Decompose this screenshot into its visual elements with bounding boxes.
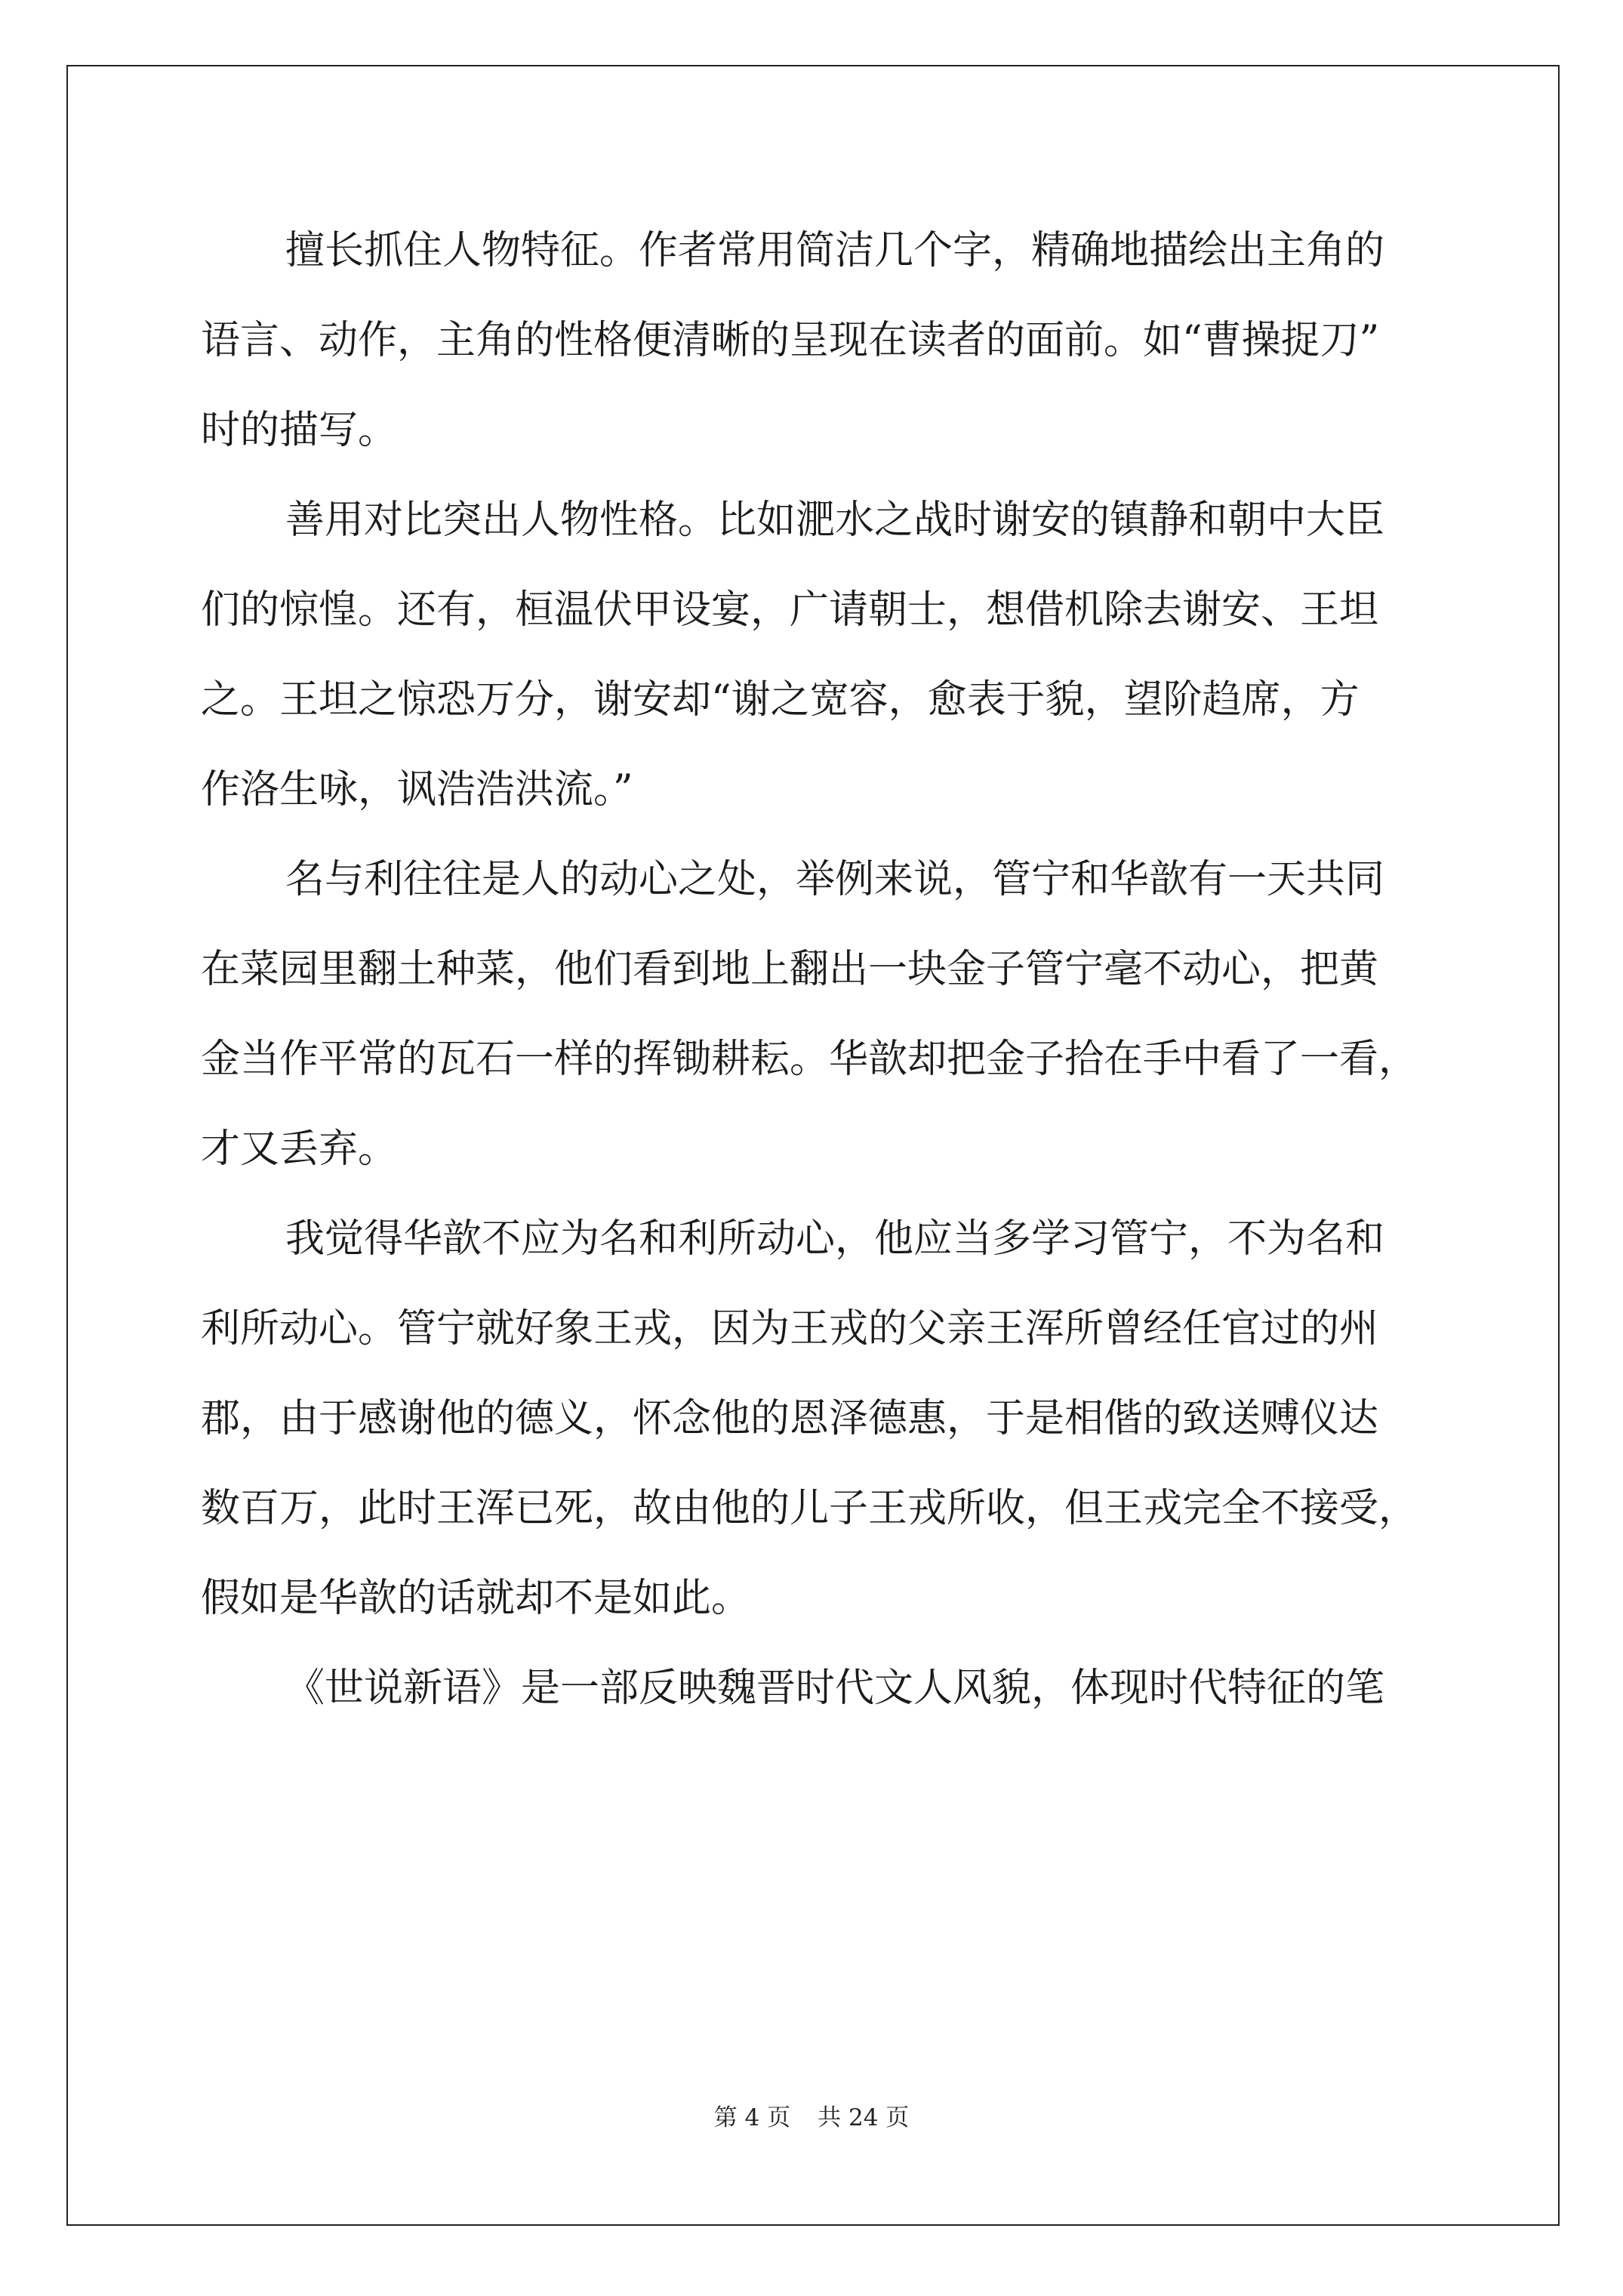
text-line: 金当作平常的瓦石一样的挥锄耕耘。华歆却把金子拾在手中看了一看， [201, 1037, 1418, 1082]
page-footer [0, 2103, 1623, 2133]
text-line: 《世说新语》是一部反映魏晋时代文人风貌，体现时代特征的笔 [285, 1666, 1385, 1711]
text-line: 作洛生咏，讽浩浩洪流。” [201, 767, 633, 812]
page-total: 共 24 页 [818, 2104, 910, 2131]
text-line: 数百万，此时王浑已死，故由他的儿子王戎所收，但王戎完全不接受， [201, 1486, 1418, 1531]
text-line: 善用对比突出人物性格。比如淝水之战时谢安的镇静和朝中大臣 [285, 498, 1385, 543]
text-line: 之。王坦之惊恐万分，谢安却“谢之宽容，愈表于貌，望阶趋席，方 [201, 677, 1360, 723]
text-line: 我觉得华歆不应为名和利所动心，他应当多学习管宁，不为名和 [285, 1216, 1385, 1262]
text-line: 名与利往往是人的动心之处，举例来说，管宁和华歆有一天共同 [285, 857, 1385, 902]
text-line: 们的惊惶。还有，桓温伏甲设宴，广请朝士，想借机除去谢安、王坦 [201, 587, 1379, 633]
document-body [201, 217, 1439, 1744]
page-number: 第 4 页 [713, 2104, 791, 2131]
text-line: 假如是华歆的话就却不是如此。 [201, 1576, 751, 1621]
text-line: 才又丢弃。 [201, 1126, 398, 1172]
text-line: 郡，由于感谢他的德义，怀念他的恩泽德惠，于是相偕的致送赙仪达 [201, 1396, 1379, 1441]
text-line: 语言、动作，主角的性格便清晰的呈现在读者的面前。如“曹操捉刀” [201, 318, 1380, 363]
text-line: 擅长抓住人物特征。作者常用简洁几个字，精确地描绘出主角的 [285, 228, 1385, 273]
text-line: 时的描写。 [201, 408, 398, 453]
text-line: 在菜园里翻土种菜，他们看到地上翻出一块金子管宁毫不动心，把黄 [201, 947, 1379, 992]
text-line: 利所动心。管宁就好象王戎，因为王戎的父亲王浑所曾经任官过的州 [201, 1306, 1379, 1351]
